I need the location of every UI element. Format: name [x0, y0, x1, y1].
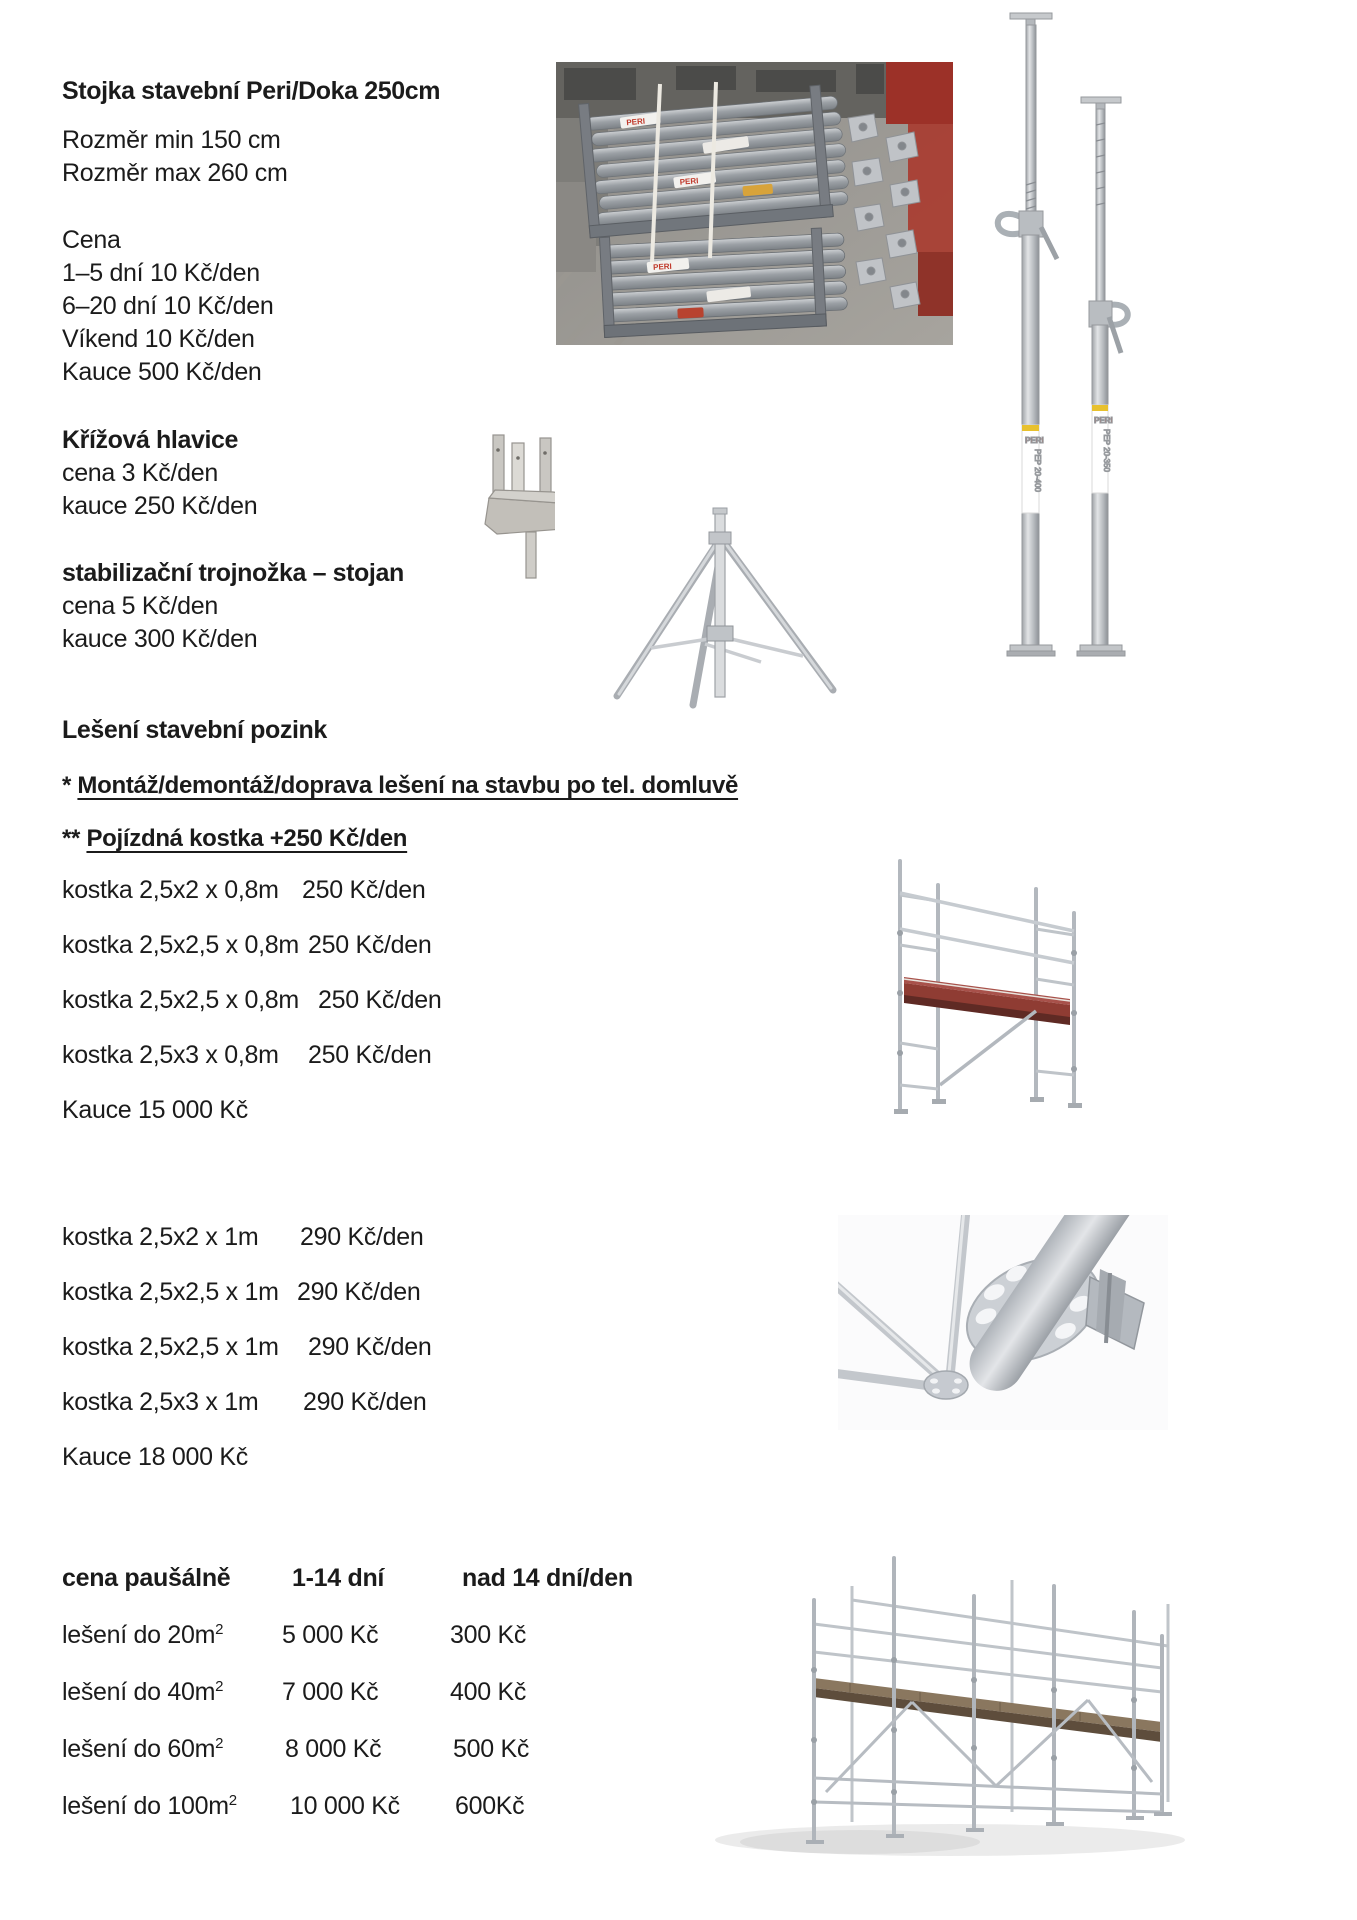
peri-label-text: PERI [652, 261, 672, 272]
price-line: Víkend 10 Kč/den [62, 325, 255, 353]
kostka-price: 290 Kč/den [300, 1223, 424, 1251]
kostka-row [0, 863, 1357, 918]
kostka-label: kostka 2,5x2,5 x 1m [62, 1333, 279, 1361]
prop-model-text: PEP 20-400 [1033, 449, 1042, 492]
photo-scaffold-tower [878, 833, 1110, 1133]
peri-label-text: PERI [1094, 416, 1113, 425]
flat-price: 10 000 Kč [290, 1792, 400, 1820]
dim-line: Rozměr max 260 cm [62, 159, 288, 187]
col-header: cena paušálně [62, 1564, 231, 1592]
kostka-price: 290 Kč/den [297, 1278, 421, 1306]
photo-tripod [555, 400, 845, 710]
note-pojizdna [62, 822, 1357, 855]
kauce-label: Kauce 15 000 Kč [62, 1096, 248, 1124]
kauce-label: Kauce 18 000 Kč [62, 1443, 248, 1471]
note-star: * [62, 772, 78, 799]
kostka-row [0, 973, 1357, 1028]
peri-label-text: PERI [1025, 436, 1044, 445]
perday-price: 300 Kč [450, 1621, 527, 1649]
two-props-illustration [975, 5, 1150, 695]
flat-price: 5 000 Kč [282, 1621, 379, 1649]
kostka-label: kostka 2,5x3 x 1m [62, 1388, 259, 1416]
kostka-label: kostka 2,5x2 x 1m [62, 1223, 259, 1251]
price-line: cena 5 Kč/den [62, 592, 218, 620]
note-text: Pojízdná kostka +250 Kč/den [86, 825, 408, 852]
rosette-joint-illustration [838, 1215, 1168, 1430]
prop-model-text: PEP 20-350 [1102, 429, 1111, 472]
photo-two-props [975, 5, 1150, 695]
price-line: kauce 250 Kč/den [62, 492, 258, 520]
section-title-leseni: Lešení stavební pozink [62, 716, 327, 744]
note-star: ** [62, 825, 87, 852]
perday-price: 400 Kč [450, 1678, 527, 1706]
kostka-price: 250 Kč/den [308, 1041, 432, 1069]
section-title-hlavice: Křížová hlavice [62, 426, 239, 454]
perday-price: 600Kč [455, 1792, 525, 1820]
scaffold-assembly-illustration [700, 1540, 1230, 1870]
kostka-label: kostka 2,5x2 x 0,8m [62, 876, 279, 904]
photo-prop-pallet [556, 62, 953, 345]
kostka-price: 250 Kč/den [308, 931, 432, 959]
col-header: 1-14 dní [292, 1564, 385, 1592]
flat-price: 7 000 Kč [282, 1678, 379, 1706]
kostka-label: kostka 2,5x2,5 x 0,8m [62, 986, 299, 1014]
section-title-trojnozka: stabilizační trojnožka – stojan [62, 559, 404, 587]
photo-scaffold-assembly [700, 1540, 1230, 1870]
price-line: kauce 300 Kč/den [62, 625, 258, 653]
section-title-stojka: Stojka stavební Peri/Doka 250cm [62, 77, 441, 105]
perday-price: 500 Kč [453, 1735, 530, 1763]
note-text: Montáž/demontáž/doprava lešení na stavbu po tel. domluvě [77, 772, 739, 799]
peri-label-text: PERI [625, 116, 646, 128]
kostka-row [0, 918, 1357, 973]
row-label: lešení do $60m^2$ [62, 1735, 224, 1763]
price-line: 6–20 dní 10 Kč/den [62, 292, 274, 320]
tripod-illustration [555, 400, 845, 710]
kauce-row [0, 1083, 1357, 1138]
peri-label-text: PERI [679, 176, 699, 187]
flat-price: 8 000 Kč [285, 1735, 382, 1763]
photo-rosette-joint [838, 1215, 1168, 1430]
kostka-price: 250 Kč/den [302, 876, 426, 904]
row-label: lešení do $20m^2$ [62, 1621, 224, 1649]
kostka-08-block [0, 863, 1357, 1138]
kostka-price: 250 Kč/den [318, 986, 442, 1014]
note-montaz [62, 769, 1357, 802]
kostka-row [0, 1028, 1357, 1083]
kostka-label: kostka 2,5x2,5 x 0,8m [62, 931, 299, 959]
col-header: nad 14 dní/den [462, 1564, 633, 1592]
row-label: lešení do $100m^2$ [62, 1792, 237, 1820]
price-title: Cena [62, 226, 121, 254]
scaffold-tower-illustration [878, 833, 1110, 1133]
dim-line: Rozměr min 150 cm [62, 126, 281, 154]
kauce-row [0, 1430, 1357, 1485]
kostka-label: kostka 2,5x3 x 0,8m [62, 1041, 279, 1069]
price-line: 1–5 dní 10 Kč/den [62, 259, 260, 287]
kostka-price: 290 Kč/den [308, 1333, 432, 1361]
kostka-label: kostka 2,5x2,5 x 1m [62, 1278, 279, 1306]
price-line: Kauce 500 Kč/den [62, 358, 262, 386]
prop-pallet-illustration [556, 62, 953, 345]
kostka-price: 290 Kč/den [303, 1388, 427, 1416]
price-line: cena 3 Kč/den [62, 459, 218, 487]
row-label: lešení do $40m^2$ [62, 1678, 224, 1706]
